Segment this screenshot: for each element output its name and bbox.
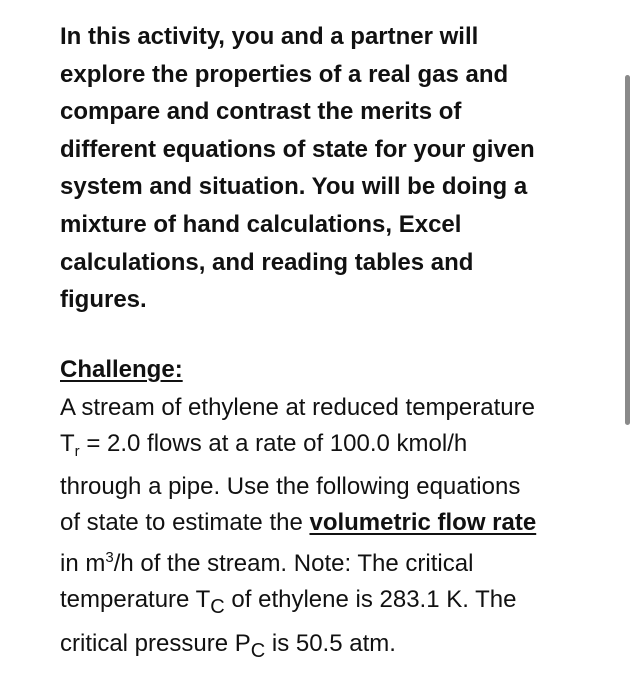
intro-line: figures. bbox=[60, 286, 147, 314]
challenge-heading: Challenge: bbox=[60, 356, 183, 383]
intro-paragraph bbox=[60, 18, 595, 319]
challenge-line bbox=[60, 626, 600, 670]
reduced-temperature-subscript: r bbox=[74, 442, 80, 460]
intro-line: mixture of hand calculations, Excel bbox=[60, 210, 462, 238]
challenge-line bbox=[60, 540, 600, 582]
intro-line: In this activity, you and a partner will bbox=[60, 23, 479, 50]
volumetric-flow-rate-emphasis: volumetric flow rate bbox=[309, 508, 537, 536]
challenge-text: is 50.5 atm. bbox=[265, 629, 396, 657]
challenge-text: critical pressure P bbox=[60, 629, 251, 657]
intro-line: calculations, and reading tables and bbox=[60, 248, 474, 276]
reduced-temperature-symbol: T bbox=[60, 429, 75, 457]
cubic-superscript: 3 bbox=[105, 549, 114, 567]
challenge-text: temperature T bbox=[60, 585, 211, 613]
critical-temperature-subscript: C bbox=[210, 595, 225, 618]
challenge-line: A stream of ethylene at reduced temperature bbox=[60, 394, 535, 421]
challenge-text: of state to estimate the bbox=[60, 508, 310, 536]
intro-line: system and situation. You will be doing a bbox=[60, 173, 528, 201]
critical-pressure-subscript: C bbox=[250, 639, 266, 662]
challenge-line bbox=[60, 582, 600, 626]
challenge-line: through a pipe. Use the following equations bbox=[60, 473, 521, 501]
intro-line: explore the properties of a real gas and bbox=[60, 60, 509, 88]
challenge-line bbox=[60, 505, 600, 541]
intro-line: different equations of state for your given bbox=[60, 135, 535, 163]
challenge-text: of ethylene is 283.1 K. The bbox=[224, 585, 517, 613]
challenge-paragraph bbox=[60, 390, 600, 669]
challenge-text: in m bbox=[60, 550, 106, 578]
challenge-text: = 2.0 flows at a rate of 100.0 kmol/h bbox=[79, 429, 468, 457]
challenge-text: /h of the stream. Note: The critical bbox=[113, 550, 474, 578]
intro-line: compare and contrast the merits of bbox=[60, 98, 462, 126]
challenge-line bbox=[60, 426, 600, 470]
vertical-scrollbar[interactable] bbox=[625, 75, 630, 425]
